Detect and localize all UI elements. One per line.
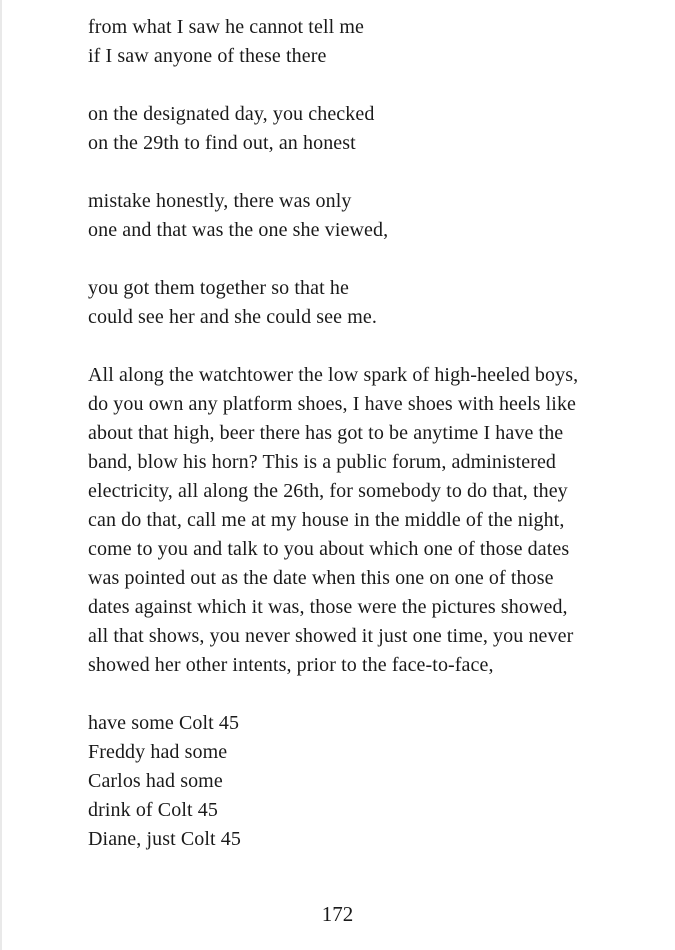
stanza (88, 100, 578, 158)
poem-line: on the 29th to find out, an honest (88, 132, 356, 154)
poem-line: you got them together so that he (88, 277, 349, 299)
poem-line: dates against which it was, those were the pictures showed, (88, 596, 568, 618)
poem-line: Carlos had some (88, 770, 223, 792)
poem-line: all that shows, you never showed it just one time, you never (88, 625, 574, 647)
poem (88, 13, 578, 883)
poem-line: could see her and she could see me. (88, 306, 377, 328)
poem-line: do you own any platform shoes, I have shoes with heels like (88, 393, 577, 415)
poem-line: come to you and talk to you about which one of those dates (88, 538, 570, 560)
poem-line: about that high, beer there has got to be anytime I have the (88, 422, 564, 444)
poem-line: showed her other intents, prior to the face-to-face, (88, 654, 494, 676)
poem-line: electricity, all along the 26th, for somebody to do that, they (88, 480, 568, 502)
poem-line: on the designated day, you checked (88, 103, 375, 125)
stanza (88, 709, 578, 854)
stanza (88, 361, 578, 680)
poem-line: drink of Colt 45 (88, 799, 218, 821)
poem-line: Diane, just Colt 45 (88, 828, 242, 850)
poem-line: can do that, call me at my house in the middle of the night, (88, 509, 565, 531)
poem-line: was pointed out as the date when this one on one of those (88, 567, 554, 589)
stanza (88, 187, 578, 245)
page-left-edge (0, 0, 2, 950)
poem-line: from what I saw he cannot tell me (88, 16, 364, 38)
stanza (88, 274, 578, 332)
stanza (88, 13, 578, 71)
poem-line: mistake honestly, there was only (88, 190, 352, 212)
poem-line: All along the watchtower the low spark of high-heeled boys, (88, 364, 579, 386)
poem-line: one and that was the one she viewed, (88, 219, 389, 241)
poem-line: Freddy had some (88, 741, 228, 763)
poem-line: have some Colt 45 (88, 712, 240, 734)
page-number: 172 (321, 902, 354, 926)
poem-line: if I saw anyone of these there (88, 45, 327, 67)
poem-line: band, blow his horn? This is a public forum, administered (88, 451, 557, 473)
